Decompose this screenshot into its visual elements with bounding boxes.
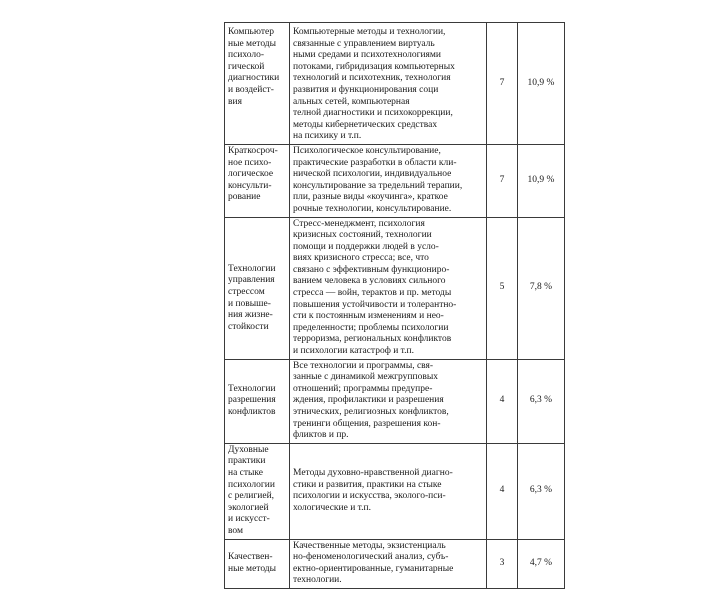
count-cell	[487, 23, 518, 145]
description-cell	[290, 443, 487, 539]
area-text: Технологии управления стрессом и повыше- ния жизне- стойкости	[228, 263, 276, 332]
percent-cell	[518, 359, 565, 443]
area-text: Духовные практики на стыке психологии с религией, экологией и искусст- вом	[228, 444, 275, 536]
description-cell	[290, 359, 487, 443]
percent-text: 10,9 %	[527, 77, 555, 88]
area-text: Технологии разрешения конфликтов	[228, 383, 276, 417]
count-cell	[487, 539, 518, 588]
count-text: 3	[499, 557, 505, 568]
area-cell	[225, 443, 290, 539]
description-text: Методы духовно-нравственной диагно- стики и развития, практики на стыке психологии и искусства, эколого-пси- хологические и т.п.	[293, 467, 453, 513]
percent-cell	[518, 539, 565, 588]
percent-cell	[518, 443, 565, 539]
area-cell	[225, 144, 290, 217]
count-cell	[487, 217, 518, 359]
percent-cell	[518, 144, 565, 217]
description-text: Все технологии и программы, свя- занные с динамикой межгрупповых отношений; программы предупре- ждения, профилактики и разрешения этнических, религиозных конфликтов, тренинги общения, разрешения кон- фликтов и пр.	[293, 360, 449, 441]
count-text: 7	[499, 77, 505, 88]
area-text: Качествен- ные методы	[228, 552, 277, 574]
description-text: Психологическое консультирование, практические разработки в области кли- нической психологии, индивидуальное консультирование за тредельний терапии, пли, разные виды «коучинга», краткое рочные технологии, консультирование.	[293, 145, 463, 214]
description-cell	[290, 144, 487, 217]
area-cell	[225, 359, 290, 443]
table-row	[225, 144, 565, 217]
count-text: 4	[499, 395, 505, 406]
table-row	[225, 443, 565, 539]
table-row	[225, 539, 565, 588]
count-text: 7	[499, 174, 505, 185]
area-text: Компьютер ные методы психоло- гической диагностики и воздейст- вия	[228, 27, 280, 107]
area-cell	[225, 23, 290, 145]
description-text: Компьютерные методы и технологии, связанные с управлением виртуаль ными средами и психотехнологиями потоками, гибридизация компьютерных технологий и психотехник, технология развития и функционирования соци альных сетей, компьютерная телной диагностики и психокоррекции, методы кибернетических средствах на психику и т.п.	[293, 27, 455, 142]
percent-cell	[518, 23, 565, 145]
percent-cell	[518, 217, 565, 359]
percent-text: 6,3 %	[529, 485, 553, 496]
count-text: 5	[499, 282, 505, 293]
table-row	[225, 23, 565, 145]
description-cell	[290, 539, 487, 588]
table-row	[225, 359, 565, 443]
area-text: Краткосроч- ное психо- логическое консульти- рование	[228, 145, 278, 203]
percent-text: 4,7 %	[529, 557, 553, 568]
area-cell	[225, 539, 290, 588]
count-cell	[487, 359, 518, 443]
description-cell	[290, 217, 487, 359]
count-cell	[487, 443, 518, 539]
percent-text: 10,9 %	[527, 174, 555, 185]
area-cell	[225, 217, 290, 359]
count-cell	[487, 144, 518, 217]
table-row	[225, 217, 565, 359]
description-text: Качественные методы, экзистенциаль но-феноменологический анализ, субъ- ектно-ориентированные, гуманитарные технологии.	[293, 540, 454, 586]
percent-text: 7,8 %	[529, 282, 553, 293]
description-cell	[290, 23, 487, 145]
percent-text: 6,3 %	[529, 395, 553, 406]
methods-table	[224, 22, 565, 589]
count-text: 4	[499, 485, 505, 496]
description-text: Стресс-менеджмент, психология кризисных состояний, технологии помощи и поддержки людей в усло- виях кризисного стресса; все, что связано с эффективным функциониро- ванием человека в условиях сильного стресса — войн, терактов и пр. методы повышения устойчивости и толерантно- сти к постоянным изменениям и нео- пределенности; проблемы психологии терроризма, региональных конфликтов и психологии катастроф и т.п.	[293, 218, 457, 357]
